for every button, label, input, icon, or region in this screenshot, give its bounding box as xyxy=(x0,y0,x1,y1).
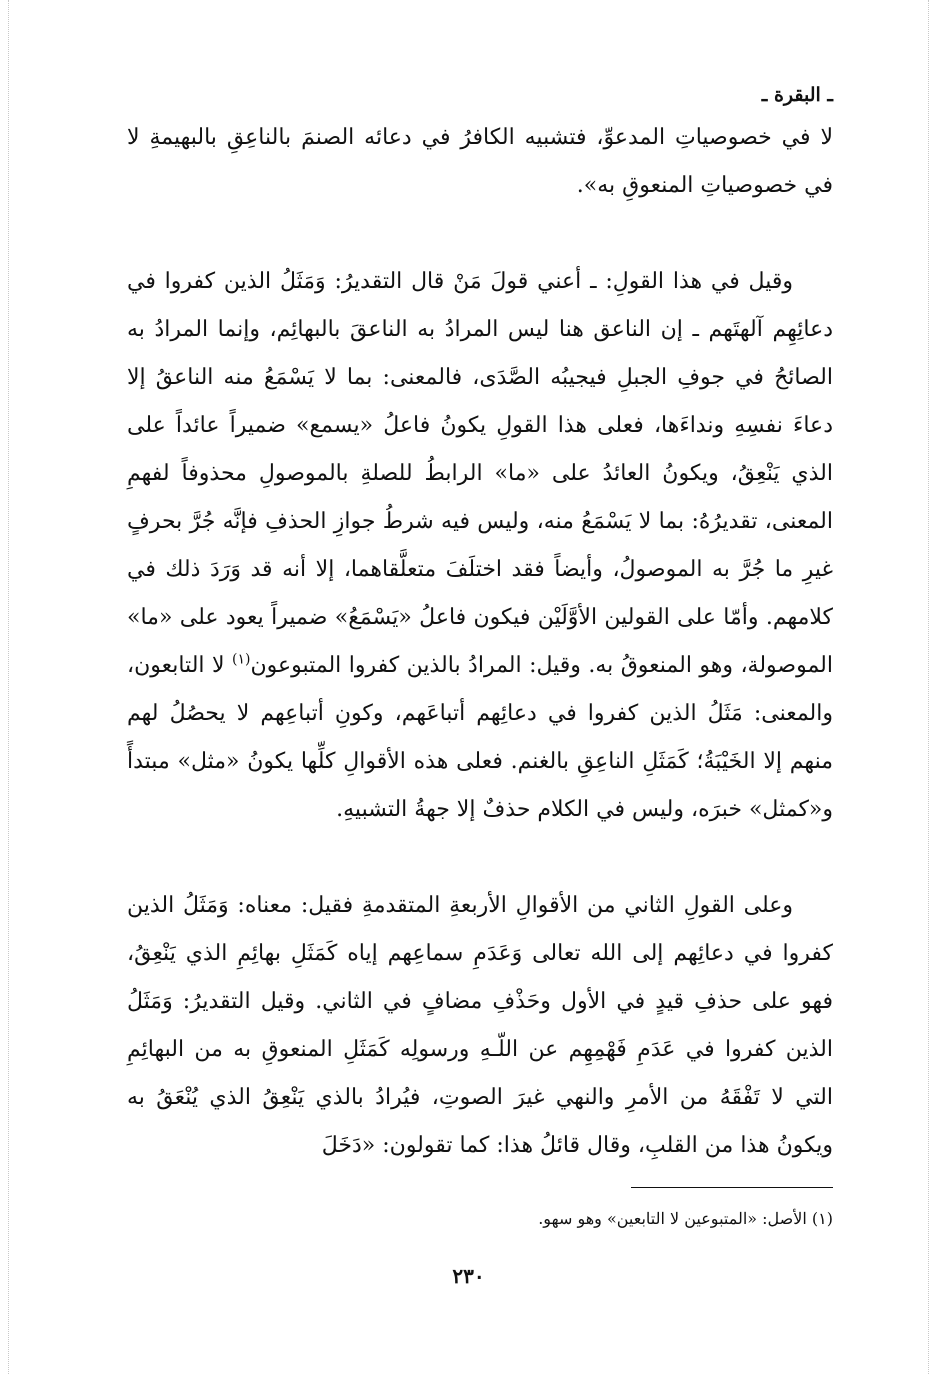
paragraph-gap xyxy=(127,834,833,882)
footnote: (١) الأصل: «المتبوعين لا التابعين» وهو سهو. xyxy=(538,1209,833,1228)
paragraph-2 xyxy=(127,258,833,834)
running-header: ـ البقرة ـ xyxy=(761,84,833,106)
paragraph-2-continuation: لا التابعون، والمعنى: مَثَلُ الذين كفروا في دعائِهم أتباعَهم، وكونِ أتباعِهم لا يحصُلُ لهم منهم إلا الخَيْبَةُ؛ كَمَثَلِ الناعِقِ بالغنم. فعلى هذه الأقوالِ كلِّها يكونُ «مثل» مبتدأً و«كمثل» خبرَه، وليس في الكلام حذفٌ إلا جهةُ التشبيهِ. xyxy=(127,653,833,822)
paragraph-1: لا في خصوصياتِ المدعوِّ، فتشبيه الكافرُ في دعائه الصنمَ بالناعِقِ بالبهيمةِ لا في خصوصياتِ المنعوقِ به». xyxy=(127,125,833,198)
scan-edge-left xyxy=(8,0,9,1374)
paragraph-2-text: وقيل في هذا القولِ: ـ أعني قولَ مَنْ قال التقديرُ: وَمَثَلُ الذين كفروا في دعائِهِم آلهتَهم ـ إن الناعق هنا ليس المرادُ به الناعقَ بالبهائِم، وإنما المرادُ به الصائحُ في جوفِ الجبلِ فيجيبُه الصَّدَى، فالمعنى: بما لا يَسْمَعُ منه الناعقُ إلا دعاءَ نفسِهِ ونداءَها، فعلى هذا القولِ يكونُ فاعلُ «يسمع» ضميراً عائداً على الذي يَنْعِقُ، ويكونُ العائدُ على «ما» الرابطُ للصلةِ بالموصولِ محذوفاً لفهمِ المعنى، تقديرُهُ: بما لا يَسْمَعُ منه، وليس فيه شرطُ جوازِ الحذفِ فإنَّه جُرَّ بحرفٍ غيرِ ما جُرَّ به الموصولُ، وأيضاً فقد اختلَفَ متعلَّقاهما، إلا أنه قد وَرَدَ ذلك في كلامهم. وأمّا على القولين الأوَّلَيْن فيكون فاعلُ «يَسْمَعُ» ضميراً يعود على «ما» الموصولة، وهو المنعوقُ به. وقيل: المرادُ بالذين كفروا المتبوعون xyxy=(127,269,833,678)
footnote-divider xyxy=(631,1187,833,1188)
paragraph-gap xyxy=(127,210,833,258)
paragraph-3: وعلى القولِ الثاني من الأقوالِ الأربعةِ المتقدمةِ فقيل: معناه: وَمَثَلُ الذين كفروا في دعائِهم إلى الله تعالى وَعَدَمِ سماعِهم إياه كَمَثَلِ بهائِمِ الذي يَنْعِقُ، فهو على حذفِ قيدٍ في الأول وحَذْفِ مضافٍ في الثاني. وقيل التقديرُ: وَمَثَلُ الذين كفروا في عَدَمِ فَهْمِهِم عن اللّـهِ ورسولِه كَمَثَلِ المنعوقِ به من البهائِمِ التي لا تَفْقَهُ من الأمرِ والنهي غيرَ الصوتِ، فيُرادُ بالذي يَنْعِقُ الذي يُنْعَقُ به ويكونُ هذا من القلبِ، وقال قائلُ هذا: كما تقولون: «دَخَلَ xyxy=(127,893,833,1158)
scan-edge-right xyxy=(928,0,929,1374)
body-text xyxy=(127,114,833,1170)
footnote-reference: (١) xyxy=(231,651,251,668)
page-number: ٢٣٠ xyxy=(452,1264,485,1288)
